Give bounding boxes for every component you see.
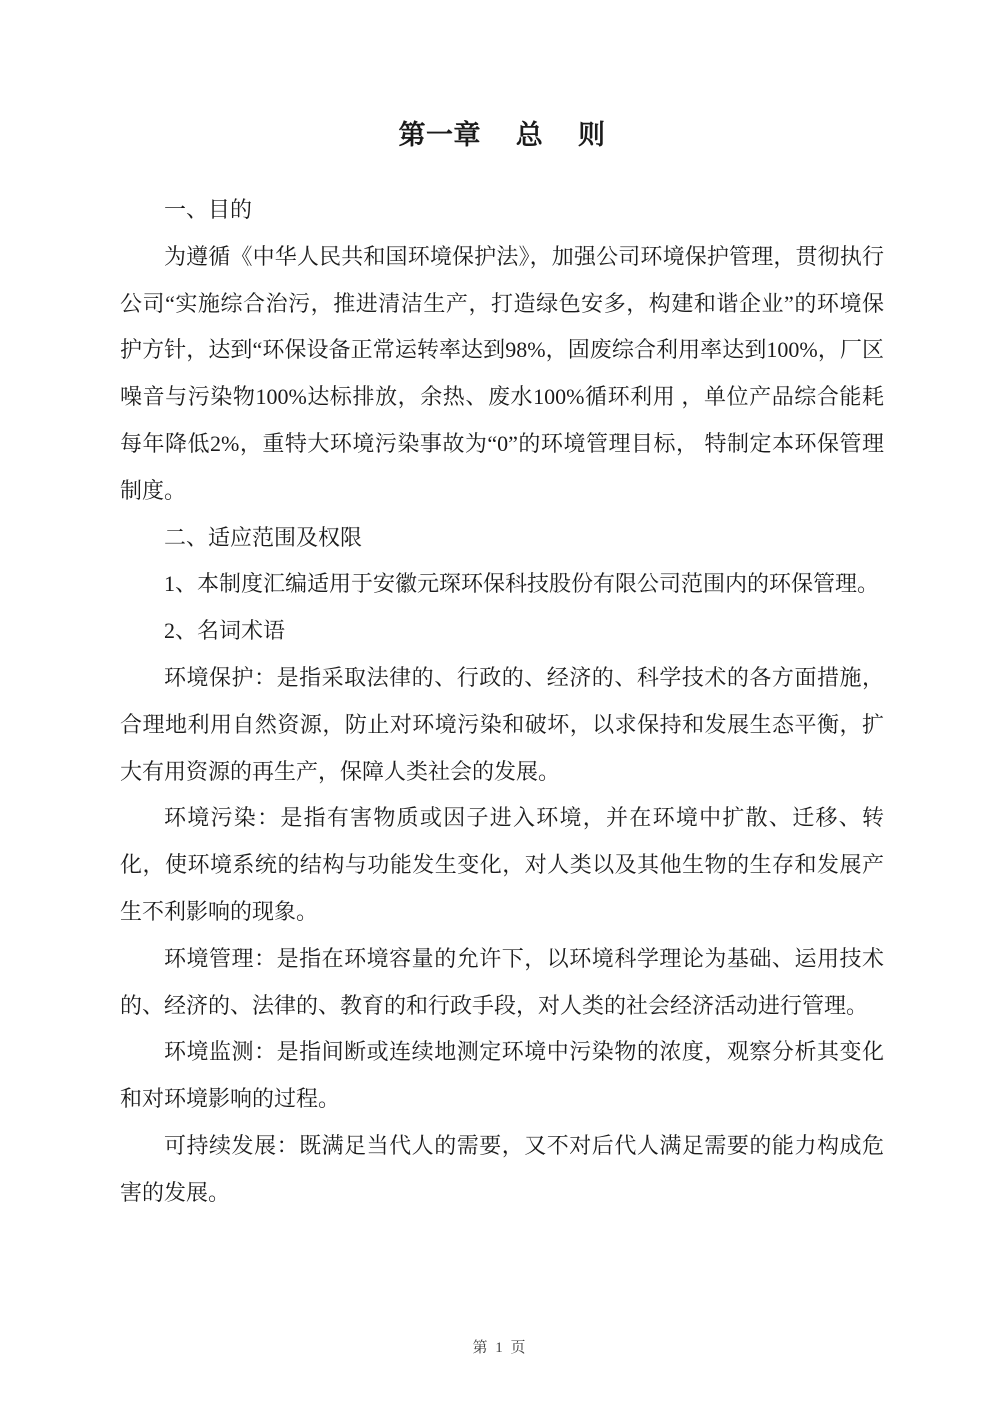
paragraph-term-environment-management: 环境管理：是指在环境容量的允许下，以环境科学理论为基础、运用技术的、经济的、法律的、教育的和行政手段，对人类的社会经济活动进行管理。 bbox=[120, 945, 884, 1018]
paragraph-term-sustainable-development: 可持续发展：既满足当代人的需要，又不对后代人满足需要的能力构成危害的发展。 bbox=[120, 1132, 884, 1205]
document-body bbox=[120, 187, 884, 1217]
section-heading-purpose: 一、目的 bbox=[164, 197, 253, 222]
page-number: 第 1 页 bbox=[472, 1340, 528, 1356]
paragraph-term-environment-protection: 环境保护：是指采取法律的、行政的、经济的、科学技术的各方面措施，合理地利用自然资源，防止对环境污染和破坏，以求保持和发展生态平衡，扩大有用资源的再生产，保障人类社会的发展。 bbox=[120, 664, 884, 784]
section-heading-terms: 2、名词术语 bbox=[164, 618, 286, 644]
section-heading-scope: 二、适应范围及权限 bbox=[164, 524, 363, 550]
chapter-title: 第一章 总 则 bbox=[398, 120, 606, 150]
page-footer bbox=[0, 1336, 1000, 1357]
paragraph-scope-item-1: 1、本制度汇编适用于安徽元琛环保科技股份有限公司范围内的环保管理。 bbox=[164, 571, 880, 597]
paragraph-purpose-body: 为遵循《中华人民共和国环境保护法》，加强公司环境保护管理，贯彻执行公司“实施综合治污，推进清洁生产，打造绿色安多，构建和谐企业”的环境保护方针，达到“环保设备正常运转率达到98%，固废综合利用率达到100%，厂区噪音与污染物100%达标排放，余热、废水100%循环利用 ，单位产品综合能耗每年降低2%，重特大环境污染事故为“0”的环境管理目标， 特制定本环保管理制度。 bbox=[120, 243, 884, 503]
paragraph-term-environment-monitoring: 环境监测：是指间断或连续地测定环境中污染物的浓度，观察分析其变化和对环境影响的过程。 bbox=[120, 1039, 884, 1112]
paragraph-term-environment-pollution: 环境污染：是指有害物质或因子进入环境，并在环境中扩散、迁移、转化，使环境系统的结构与功能发生变化，对人类以及其他生物的生存和发展产生不利影响的现象。 bbox=[120, 805, 884, 924]
